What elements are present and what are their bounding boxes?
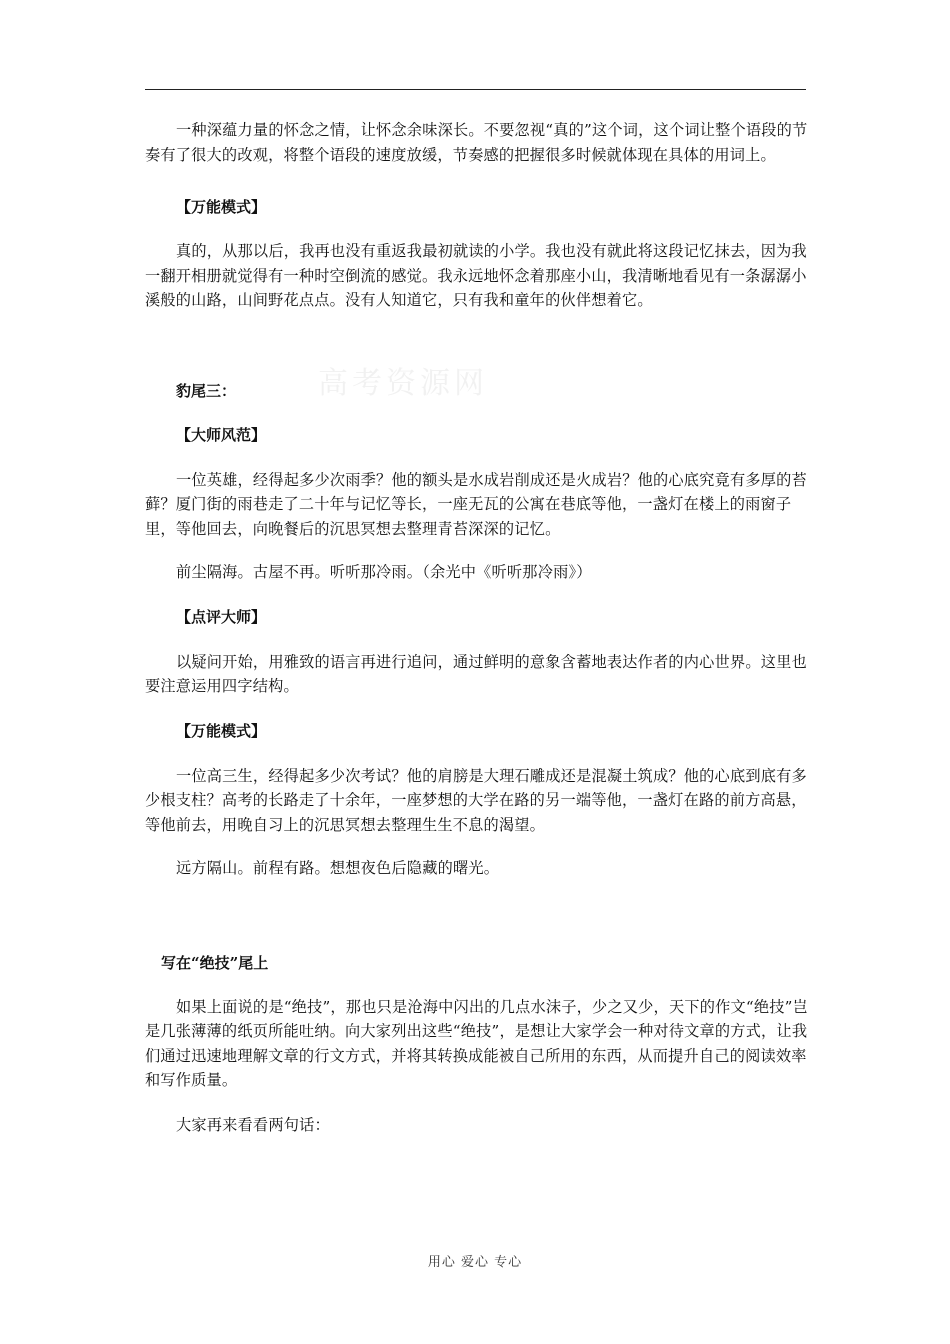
document-body xyxy=(145,118,815,1137)
paragraph-6: 一位高三生，经得起多少次考试？他的肩膀是大理石雕成还是混凝土筑成？他的心底到底有多少根支柱？高考的长路走了十余年，一座梦想的大学在路的另一端等他，一盏灯在路的前方高悬，等他前去，用晚自习上的沉思冥想去整理生生不息的渴望。 xyxy=(145,766,807,834)
heading-master-style: 【大师风范】 xyxy=(176,425,267,444)
paragraph-9: 大家再来看看两句话： xyxy=(176,1115,330,1134)
paragraph-3: 一位英雄，经得起多少次雨季？他的额头是水成岩削成还是火成岩？他的心底究竟有多厚的苔藓？厦门街的雨巷走了二十年与记忆等长，一座无瓦的公寓在巷底等他，一盏灯在楼上的雨窗子里，等他回去，向晚餐后的沉思冥想去整理青苔深深的记忆。 xyxy=(145,470,807,538)
paragraph-8: 如果上面说的是“绝技”，那也只是沧海中闪出的几点水沫子，少之又少，天下的作文“绝技”岂是几张薄薄的纸页所能吐纳。向大家列出这些“绝技”，是想让大家学会一种对待文章的方式，让我们通过迅速地理解文章的行文方式，并将其转换成能被自己所用的东西，从而提升自己的阅读效率和写作质量。 xyxy=(145,997,808,1089)
watermark: 高考资源网 xyxy=(318,366,488,401)
paragraph-5: 以疑问开始，用雅致的语言再进行追问，通过鲜明的意象含蓄地表达作者的内心世界。这里也要注意运用四字结构。 xyxy=(145,652,807,695)
heading-master-review: 【点评大师】 xyxy=(176,607,267,626)
heading-leopard-tail-3: 豹尾三： xyxy=(176,381,237,400)
header-rule xyxy=(145,89,806,90)
heading-universal-mode-1: 【万能模式】 xyxy=(176,198,267,216)
paragraph-4: 前尘隔海。古屋不再。听听那冷雨。（余光中《听听那冷雨》） xyxy=(176,563,592,581)
paragraph-7: 远方隔山。前程有路。想想夜色后隐藏的曙光。 xyxy=(176,859,500,877)
page-footer: 用心 爱心 专心 xyxy=(427,1255,523,1270)
heading-written-on-tail: 写在“绝技”尾上 xyxy=(161,953,269,972)
heading-universal-mode-2: 【万能模式】 xyxy=(176,721,267,740)
paragraph-1: 一种深蕴力量的怀念之情，让怀念余味深长。不要忽视“真的”这个词，这个词让整个语段的节奏有了很大的改观，将整个语段的速度放缓，节奏感的把握很多时候就体现在具体的用词上。 xyxy=(145,121,808,164)
paragraph-2: 真的，从那以后，我再也没有重返我最初就读的小学。我也没有就此将这段记忆抹去，因为我一翻开相册就觉得有一种时空倒流的感觉。我永远地怀念着那座小山，我清晰地看见有一条潺潺小溪般的山路，山间野花点点。没有人知道它，只有我和童年的伙伴想着它。 xyxy=(145,242,807,309)
